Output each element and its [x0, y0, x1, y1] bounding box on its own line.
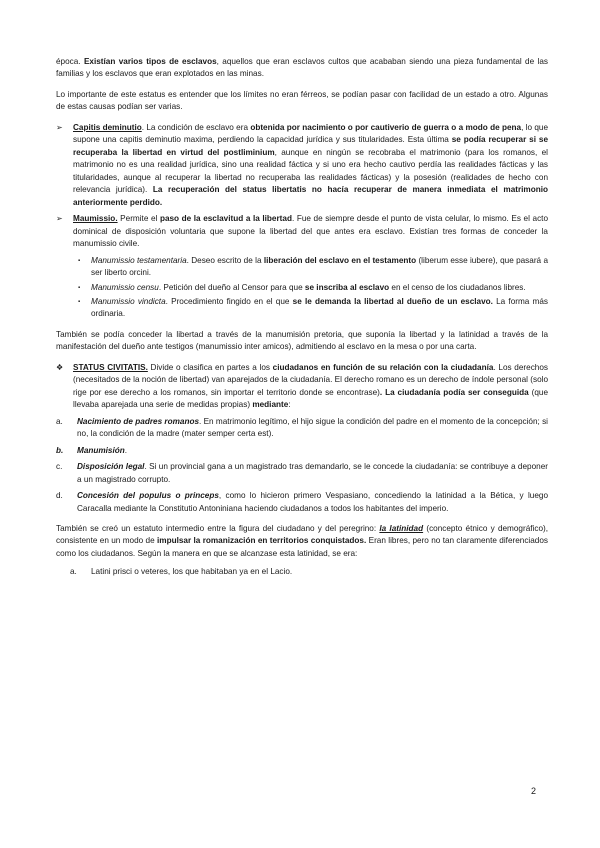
text: (que llevaba aparejada una serie de medidas propias)	[73, 387, 549, 410]
bold-italic-term: Nacimiento de padres romanos	[77, 416, 200, 426]
list-item-manumissio-censu	[56, 282, 548, 294]
text: , lo que supone una capitis deminutio maxima, perdiendo la capacidad jurídica y sus titularidades. Esta última	[73, 122, 549, 145]
status-civitatis-title: STATUS CIVITATIS.	[73, 362, 148, 372]
list-item-concesion	[56, 490, 548, 515]
text: . Los derechos (necesitados de la noción de libertad) van aparejados de la ciudadanía. El derecho romano es un derecho de índole personal (solo rige por ese derecho a los romanos, sin importar el territorio donde se encontrase)	[73, 362, 548, 397]
text: Divide o clasifica en partes a los	[147, 362, 273, 372]
diamond-bullet-icon: ❖	[56, 362, 64, 372]
italic-term: Manumissio testamentaria	[91, 255, 187, 265]
text: .	[124, 445, 128, 455]
list-item-manumissio-vindicta	[56, 296, 548, 321]
text: (liberum esse iubere), que pasará a ser liberto orcini.	[91, 255, 549, 278]
list-item-disposicion-legal	[56, 461, 548, 486]
list-letter: a.	[70, 567, 77, 577]
list-item-manumision	[56, 445, 548, 457]
bold-text: mediante	[252, 400, 289, 410]
text: También se creó un estatuto intermedio entre la figura del ciudadano y del peregrino:	[56, 524, 380, 533]
maumissio-title: Maumissio.	[73, 214, 118, 224]
list-item-manumissio-testamentaria	[56, 255, 548, 280]
list-letter: a.	[56, 416, 63, 426]
text: . Petición del dueño al Censor para que	[158, 282, 305, 292]
paragraph-limites: Lo importante de este estatus es entender que los límites no eran férreos, se podían pasar con facilidad de un estado a otro. Algunas de estas causas podían ser varias.	[56, 89, 548, 112]
list-letter: c.	[56, 462, 63, 472]
paragraph-manumision-pretoria: También se podía conceder la libertad a través de la manumisión pretoria, que suponía la libertad y la latinidad a través de la manifestación del dueño ante testigos (manumissio inter amicos), admitiendo al esclavo en la mesa o por una carta.	[56, 329, 548, 352]
text: . En matrimonio legítimo, el hijo sigue la condición del padre en el momento de la concepción; si no, la condición de la madre (mater semper certa est).	[77, 416, 549, 439]
text: en el censo de los ciudadanos libres.	[389, 282, 526, 292]
bold-text: se podía recuperar si se recuperaba la libertad en virtud del postliminium	[73, 135, 548, 157]
bold-text: obtenida por nacimiento o por cautiverio de guerra o a modo de pena	[250, 122, 522, 132]
paragraph-esclavos	[56, 56, 548, 81]
text: , aquellos que eran esclavos cultos que acababan siendo una pieza fundamental de las familias y los esclavos que eran explotados en las minas.	[56, 57, 548, 79]
bold-text: paso de la esclavitud a la libertad	[159, 214, 292, 224]
bold-italic-term: Concesión del populus o princeps	[77, 491, 219, 501]
arrow-bullet-icon: ➢	[56, 122, 63, 132]
maumissio-block	[56, 213, 548, 250]
bold-text: se le demanda la libertad al dueño de un esclavo.	[292, 296, 493, 306]
status-civitatis-block	[56, 362, 548, 412]
text: . Si un provincial gana a un magistrado tras demandarlo, se le concede la ciudadanía: se contribuye a deponer a un magistrado corrupto.	[77, 462, 548, 484]
text: Permite el	[117, 214, 160, 224]
capitis-deminutio-block	[56, 122, 548, 209]
text: , como lo hicieron primero Vespasiano, concediendo la latinidad a la Bética, y luego Caracalla mediante la Constitutio Antoniniana haciendo ciudadanos a todos los habitantes del imperio.	[77, 491, 548, 513]
text: Eran libres, pero no tan claramente diferenciados como los ciudadanos. Según la manera en que se alcanzase esta latinidad, se era:	[56, 536, 548, 558]
square-bullet-icon: ▪	[78, 298, 81, 305]
bold-text: liberación del esclavo en el testamento	[263, 255, 417, 265]
bold-text: Existían varios tipos de esclavos	[83, 57, 217, 66]
bold-italic-term: Disposición legal	[77, 462, 145, 472]
arrow-bullet-icon: ➢	[56, 214, 63, 224]
square-bullet-icon: ▪	[78, 257, 81, 264]
italic-term: Manumissio censu	[91, 282, 159, 292]
text: . Procedimiento fingido en el que	[165, 296, 293, 306]
text: . Deseo escrito de la	[186, 255, 264, 265]
text: . La condición de esclavo era	[141, 122, 251, 132]
list-letter	[56, 445, 63, 457]
list-item-latini-prisci	[70, 566, 548, 578]
text: La forma más ordinaria.	[91, 296, 549, 319]
text: Latini prisci o veteres, los que habitaban ya en el Lacio.	[91, 567, 293, 577]
text: (concepto étnico y demográfico), consistente en un modo de	[56, 524, 548, 546]
list-letter: d.	[56, 491, 63, 501]
bold-text: ciudadanos en función de su relación con la ciudadanía	[272, 362, 494, 372]
bold-italic-underlined-term: la latinidad	[379, 524, 424, 533]
bold-italic-term: Manumisión	[77, 445, 125, 455]
italic-term: Manumissio vindicta	[91, 296, 166, 306]
text: época.	[56, 57, 84, 66]
text: :	[288, 400, 291, 410]
paragraph-latinidad	[56, 523, 548, 560]
square-bullet-icon: ▪	[78, 284, 81, 291]
bold-text: impulsar la romanización en territorios conquistados.	[157, 536, 367, 546]
text: , aunque en ningún se recobraba el matrimonio (para los romanos, el matrimonio no es una realidad jurídica, sino una realidad fáctica y si uno era hecho cautivo perdía las realidades fácticas y las titularidades, aunque al recuperar la libertad no recuperaba las realidades fácticas) y la posesión (realidades de hecho con relevancia jurídica).	[73, 147, 549, 195]
bold-text: La recuperación del status libertatis no hacía recuperar de manera inmediata el matrimonio anteriormente perdido.	[73, 185, 548, 207]
bold-text: . La ciudadanía podía ser conseguida	[379, 387, 529, 397]
capitis-deminutio-title: Capitis deminutio	[73, 122, 142, 132]
text: . Fue de siempre desde el punto de vista celular, lo mismo. Es el acto dominical de disposición voluntaria que supone la libertad del que antes era esclavo. Existían tres formas de conceder la manumissio civile.	[73, 214, 548, 249]
list-letter-text: b.	[56, 445, 64, 455]
page-number: 2	[531, 786, 537, 796]
list-item-nacimiento	[56, 416, 548, 441]
bold-text: se inscriba al esclavo	[304, 282, 390, 292]
